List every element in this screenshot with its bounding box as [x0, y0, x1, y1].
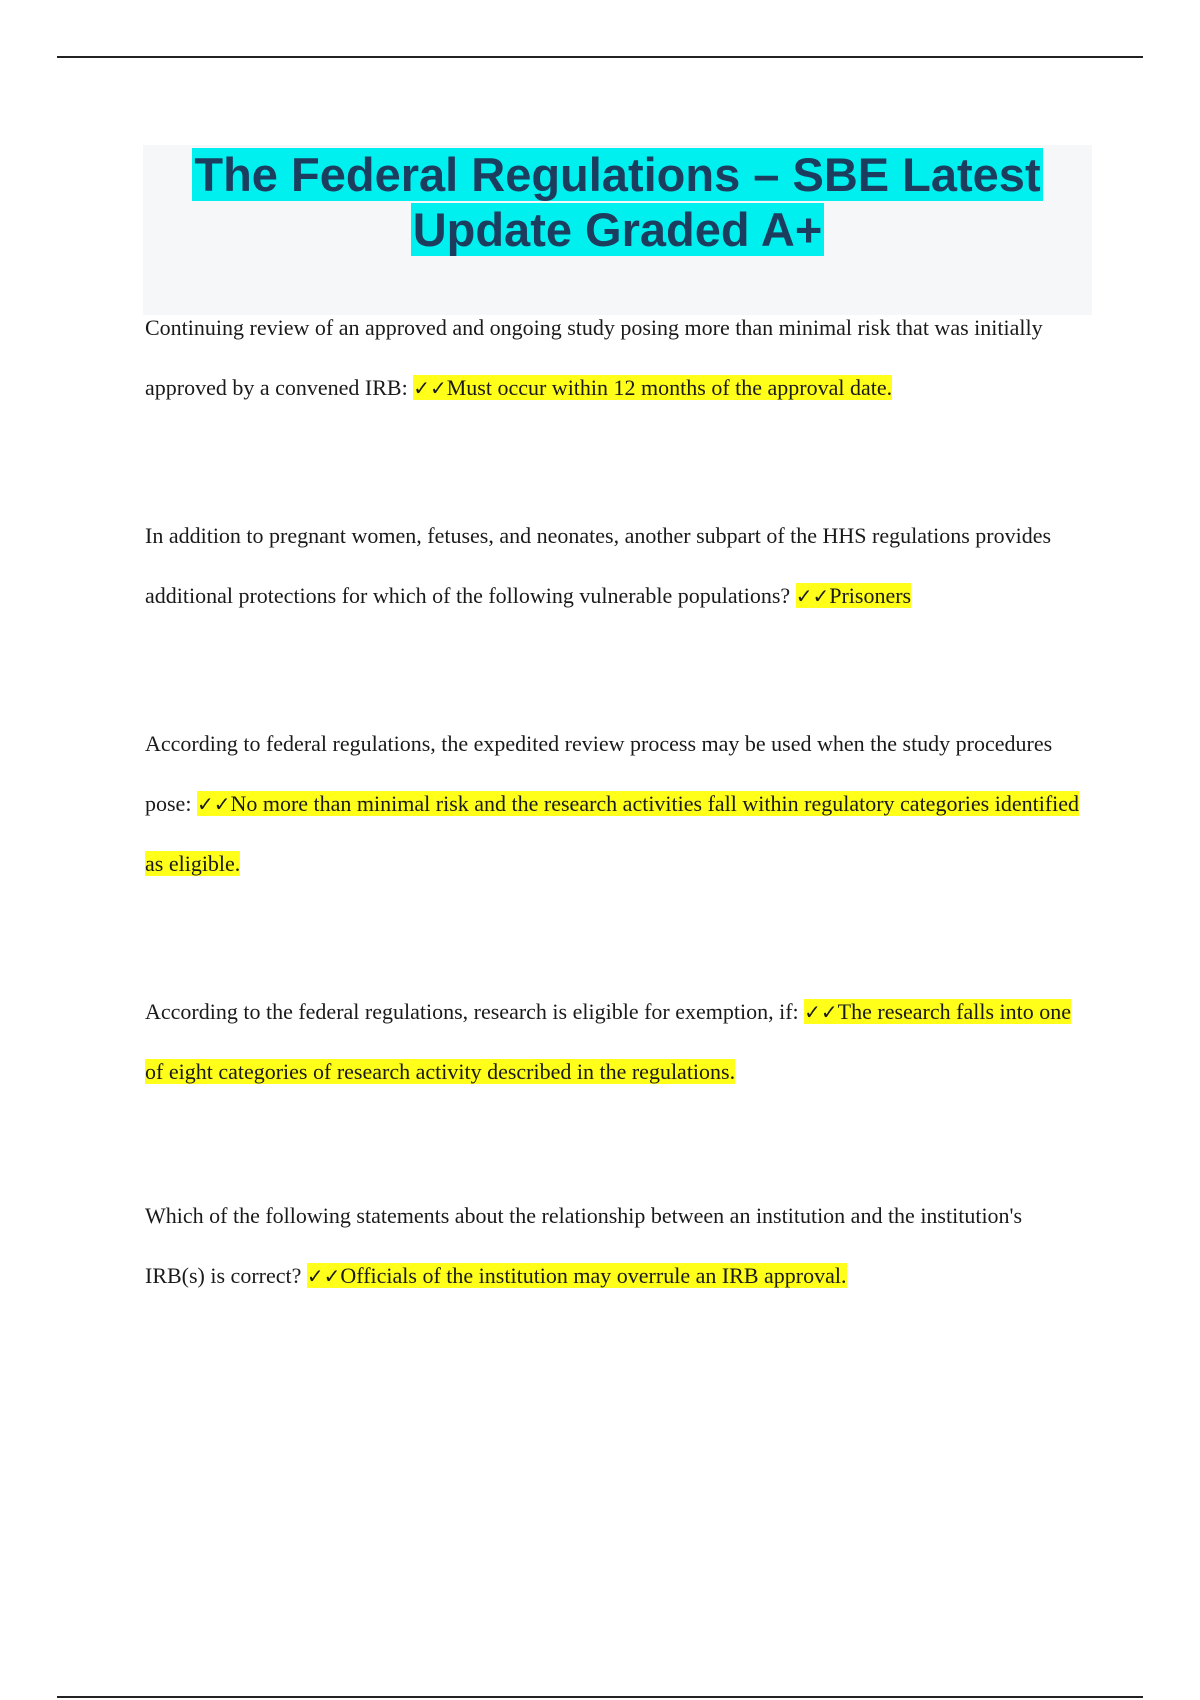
- answer-text: Officials of the institution may overrule an IRB approval.: [340, 1263, 847, 1288]
- answer-text: Must occur within 12 months of the approval date.: [446, 375, 893, 400]
- page-title: [143, 145, 1092, 257]
- double-check-icon: ✓✓: [196, 792, 231, 816]
- title-line-2: Update Graded A+: [412, 203, 823, 256]
- top-rule: [57, 56, 1143, 58]
- qa-item-2: [145, 506, 1085, 626]
- question-text: In addition to pregnant women, fetuses, and neonates, another subpart of the HHS regulations provides additional protections for which of the following vulnerable populations?: [145, 523, 1052, 608]
- answer-highlight: [796, 583, 911, 608]
- question-text: Which of the following statements about the relationship between an institution and the institution's IRB(s) is correct?: [145, 1203, 1023, 1288]
- qa-item-4: [145, 982, 1085, 1102]
- answer-highlight: [145, 791, 1079, 876]
- double-check-icon: ✓✓: [795, 584, 830, 608]
- question-text: According to the federal regulations, research is eligible for exemption, if:: [145, 999, 805, 1024]
- title-line-1: The Federal Regulations – SBE Latest: [194, 148, 1041, 201]
- answer-text: No more than minimal risk and the research activities fall within regulatory categories identified as eligible.: [145, 791, 1080, 876]
- answer-highlight: [307, 1263, 847, 1288]
- question-text: Continuing review of an approved and ongoing study posing more than minimal risk that was initially approved by a convened IRB:: [145, 315, 1043, 400]
- bottom-rule: [57, 1696, 1143, 1698]
- qa-item-3: [145, 714, 1085, 894]
- question-text: According to federal regulations, the expedited review process may be used when the study procedures pose:: [145, 731, 1053, 816]
- answer-text: The research falls into one of eight categories of research activity described in the regulations.: [145, 999, 1072, 1084]
- qa-item-1: [145, 298, 1085, 418]
- double-check-icon: ✓✓: [804, 1000, 838, 1024]
- answer-text: Prisoners: [829, 583, 912, 608]
- double-check-icon: ✓✓: [306, 1264, 341, 1288]
- qa-item-5: [145, 1186, 1085, 1306]
- answer-highlight: [413, 375, 892, 400]
- double-check-icon: ✓✓: [413, 376, 447, 400]
- title-box: [143, 145, 1092, 315]
